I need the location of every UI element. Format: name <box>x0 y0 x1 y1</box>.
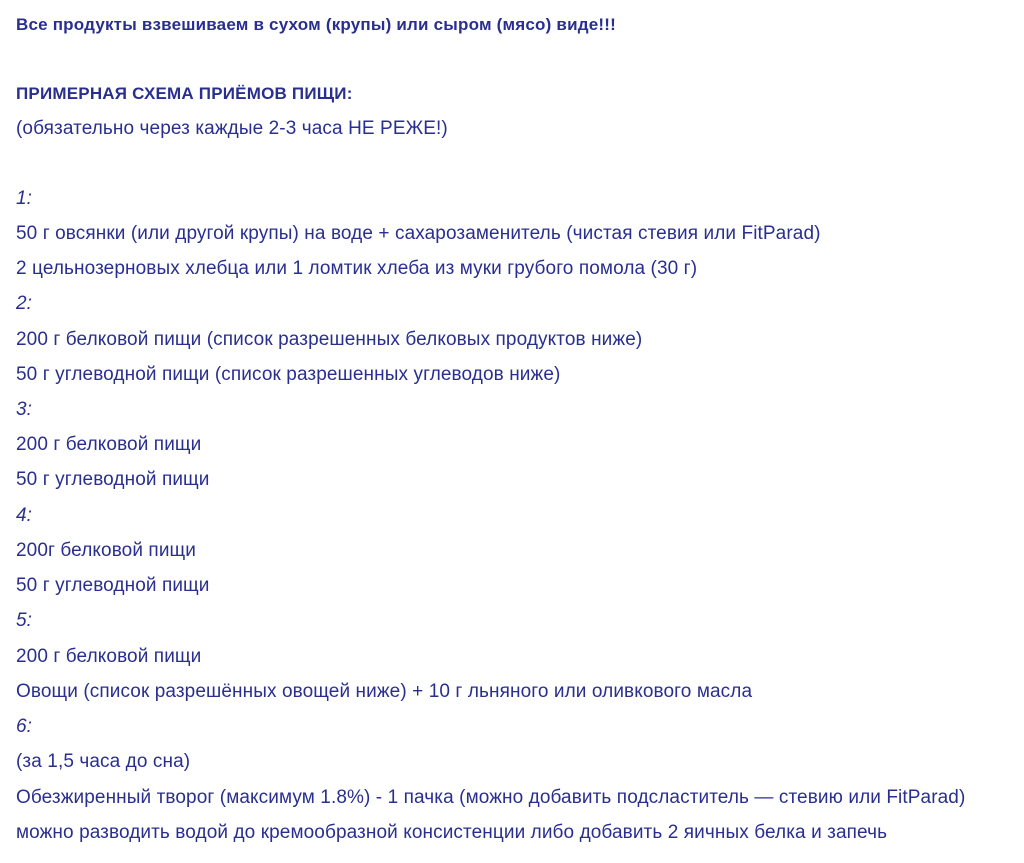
meal-6-number: 6: <box>16 716 33 737</box>
meal-1-line-1: 50 г овсянки (или другой крупы) на воде + сахарозаменитель (чистая стевия или FitParad) <box>16 223 821 244</box>
meal-6-line-1: (за 1,5 часа до сна) <box>16 751 191 772</box>
schema-title: ПРИМЕРНАЯ СХЕМА ПРИЁМОВ ПИЩИ: <box>16 84 353 103</box>
meal-2-number: 2: <box>16 293 33 314</box>
schema-subtitle: (обязательно через каждые 2-3 часа НЕ РЕЖЕ!) <box>16 118 448 139</box>
meal-plan-document <box>16 0 1016 863</box>
meal-5-number: 5: <box>16 610 33 631</box>
meal-5-line-2: Овощи (список разрешённых овощей ниже) + 10 г льняного или оливкового масла <box>16 681 753 702</box>
meal-2-line-1: 200 г белковой пищи (список разрешенных белковых продуктов ниже) <box>16 329 643 350</box>
meal-3-line-1: 200 г белковой пищи <box>16 434 202 455</box>
weighing-note: Все продукты взвешиваем в сухом (крупы) или сыром (мясо) виде!!! <box>16 15 616 34</box>
meal-4-line-1: 200г белковой пищи <box>16 540 196 561</box>
meal-3-line-2: 50 г углеводной пищи <box>16 469 210 490</box>
meal-2-line-2: 50 г углеводной пищи (список разрешенных углеводов ниже) <box>16 364 561 385</box>
meal-1-number: 1: <box>16 188 33 209</box>
meal-4-number: 4: <box>16 505 33 526</box>
meal-6-line-2: Обезжиренный творог (максимум 1.8%) - 1 пачка (можно добавить подсластитель — стевию или FitParad) <box>16 787 966 808</box>
meal-1-line-2: 2 цельнозерновых хлебца или 1 ломтик хлеба из муки грубого помола (30 г) <box>16 258 698 279</box>
meal-4-line-2: 50 г углеводной пищи <box>16 575 210 596</box>
meal-6-line-3: можно разводить водой до кремообразной консистенции либо добавить 2 яичных белка и запечь <box>16 822 888 843</box>
meal-3-number: 3: <box>16 399 33 420</box>
meal-5-line-1: 200 г белковой пищи <box>16 646 202 667</box>
